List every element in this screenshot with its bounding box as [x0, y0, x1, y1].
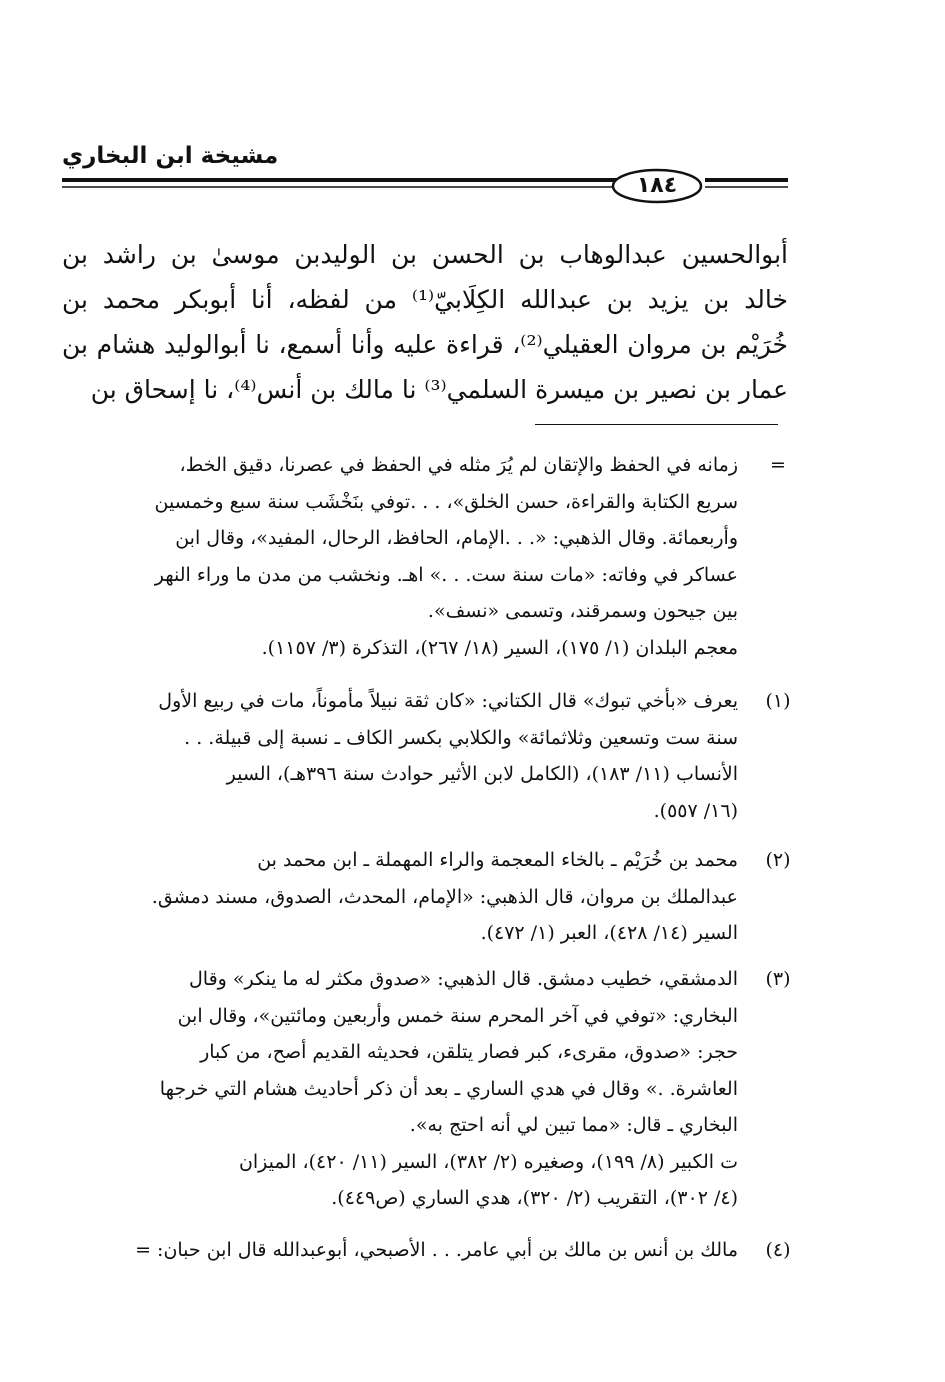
main-line: أبوالحسين عبدالوهاب بن الحسن بن الوليدبن موسىٰ بن راشد بن — [62, 240, 788, 269]
footnote-marker: (١) — [765, 690, 791, 712]
footnote-line: (٤/ ٣٠٢)، التقريب (٢/ ٣٢٠)، هدي الساري (ص٤٤٩). — [331, 1187, 738, 1209]
footnote-2 — [62, 842, 798, 952]
footnote-line: (١٦/ ٥٥٧). — [653, 799, 738, 822]
footnote-line: البخاري ـ قال: «مما تبين لي أنه احتج به». — [409, 1114, 738, 1136]
main-line: خالد بن يزيد بن عبدالله الكِلَابيّ⁽¹⁾ من لفظه، أنا أبوبكر محمد بن — [62, 285, 788, 314]
footnote-line: سريع الكتابة والقراءة، حسن الخلق»، . . .توفي بنَخْشَب سنة سبع وخمسين — [154, 490, 738, 513]
footnote-line: حجر: «صدوق، مقرىء، كبر فصار يتلقن، فحديثه القديم أصح، من كبار — [200, 1041, 738, 1063]
footnote-line: عساكر في وفاته: «مات سنة ست. . .» اهـ. ونخشب من مدن ما وراء النهر — [154, 563, 738, 586]
footnote-line: بين جيحون وسمرقند، وتسمى «نسف». — [427, 600, 738, 622]
footnote-line: وأربعمائة. وقال الذهبي: «. . .الإمام، الحافظ، الرحال، المفيد»، وقال ابن — [175, 527, 738, 549]
footnote-marker: (٣) — [765, 968, 791, 990]
main-line: عمار بن نصير بن ميسرة السلمي⁽³⁾ نا مالك بن أنس⁽⁴⁾، نا إسحاق بن — [90, 375, 788, 404]
footnote-marker: = — [770, 454, 786, 476]
footnote-line: الأنساب (١١/ ١٨٣)، (الكامل لابن الأثير حوادث سنة ٣٩٦هـ)، السير — [226, 763, 738, 785]
footnote-line: محمد بن خُرَيْم ـ بالخاء المعجمة والراء المهملة ـ ابن محمد بن — [257, 849, 738, 871]
footnote-1 — [62, 683, 798, 829]
footnote-line: الدمشقي، خطيب دمشق. قال الذهبي: «صدوق مكثر له ما ينكر» وقال — [189, 968, 738, 990]
main-text — [62, 232, 788, 412]
footnote-continued — [62, 447, 798, 666]
footnote-line: مالك بن أنس بن مالك بن أبي عامر. . . الأصبحي، أبوعبدالله قال ابن حبان: = — [135, 1239, 738, 1261]
footnote-line: السير (١٤/ ٤٢٨)، العبر (١/ ٤٧٢). — [480, 922, 738, 944]
main-line: خُرَيْم بن مروان العقيلي⁽²⁾، قراءة عليه وأنا أسمع، نا أبوالوليد هشام بن — [62, 330, 788, 359]
footnote-line: معجم البلدان (١/ ١٧٥)، السير (١٨/ ٢٦٧)، التذكرة (٣/ ١١٥٧). — [261, 636, 738, 659]
footnote-line: زمانه في الحفظ والإتقان لم يُرَ مثله في الحفظ في عصرنا، دقيق الخط، — [179, 454, 738, 476]
footnote-4 — [62, 1232, 798, 1269]
footnote-marker: (٤) — [765, 1239, 791, 1261]
footnote-marker: (٢) — [765, 849, 791, 871]
footnote-line: عبدالملك بن مروان، قال الذهبي: «الإمام، المحدث، الصدوق، مسند دمشق. — [151, 885, 738, 908]
footnote-divider — [535, 424, 778, 425]
footnote-3 — [62, 961, 798, 1217]
footnote-line: البخاري: «توفي في آخر المحرم سنة خمس وأربعين ومائتين»، وقال ابن — [177, 1004, 738, 1027]
footnote-line: يعرف «بأخي تبوك» قال الكتاني: «كان ثقة نبيلاً مأموناً، مات في ربيع الأول — [158, 690, 738, 712]
running-header-title: مشيخة ابن البخاري — [62, 143, 279, 169]
footnote-line: العاشرة. .» وقال في هدي الساري ـ بعد أن ذكر أحاديث هشام التي خرجها — [159, 1077, 738, 1100]
footnote-line: ت الكبير (٨/ ١٩٩)، وصغيره (٢/ ٣٨٢)، السير (١١/ ٤٢٠)، الميزان — [238, 1150, 738, 1173]
page-number: ١٨٤ — [636, 173, 678, 198]
footnote-line: سنة ست وتسعين وثلاثمائة» والكلابي بكسر الكاف ـ نسبة إلى قبيلة. . . — [184, 726, 738, 749]
